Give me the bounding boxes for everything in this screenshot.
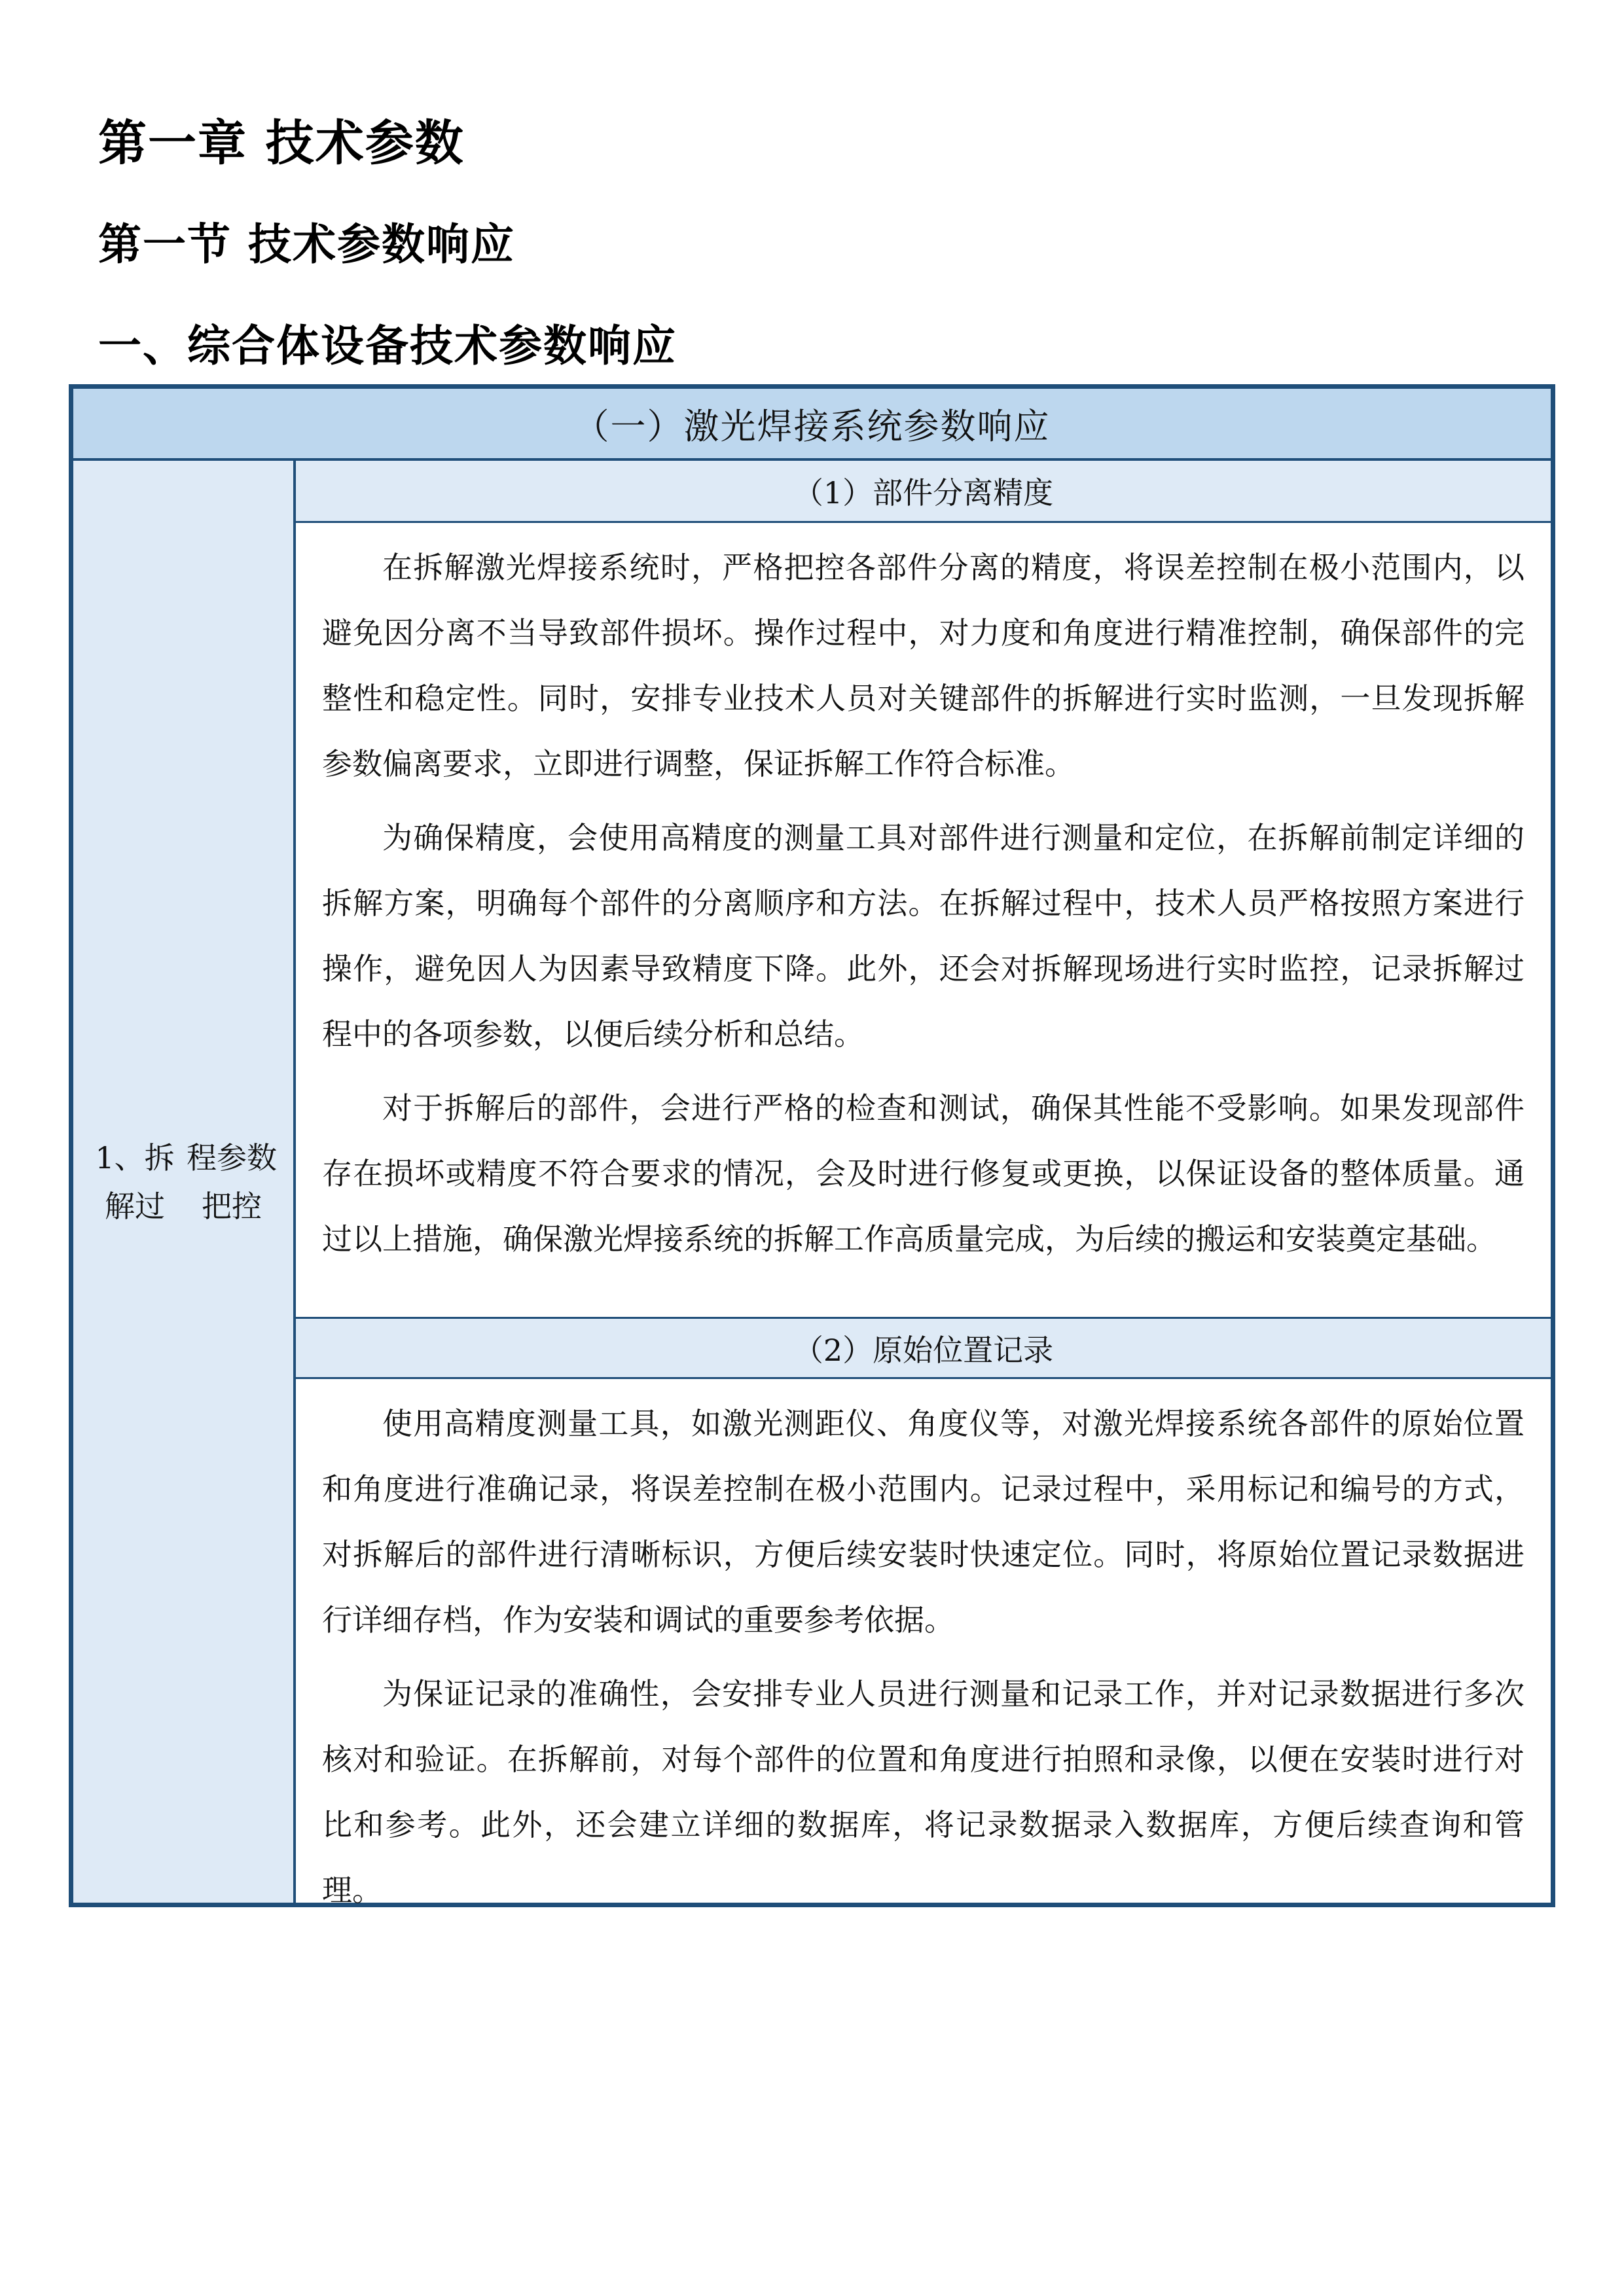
parameter-table [69, 384, 1555, 1907]
row-label-line2: 程参数把控 [187, 1139, 277, 1224]
block-header-original-position: （2）原始位置记录 [296, 1317, 1551, 1379]
chapter-title: 第一章 技术参数 [98, 115, 465, 171]
block-header-separation-precision: （1）部件分离精度 [296, 461, 1551, 523]
paragraph: 为确保精度，会使用高精度的测量工具对部件进行测量和定位，在拆解前制定详细的拆解方案，明确每个部件的分离顺序和方法。在拆解过程中，技术人员严格按照方案进行操作，避免因人为因素导致精度下降。此外，还会对拆解现场进行实时监控，记录拆解过程中的各项参数，以便后续分析和总结。 [322, 820, 1525, 1052]
row-label-cell [73, 461, 296, 1903]
block-content-original-position [296, 1379, 1551, 1908]
paragraph: 对于拆解后的部件，会进行严格的检查和测试，确保其性能不受影响。如果发现部件存在损坏或精度不符合要求的情况，会及时进行修复或更换，以保证设备的整体质量。通过以上措施，确保激光焊接系统的拆解工作高质量完成，为后续的搬运和安装奠定基础。 [322, 1090, 1525, 1257]
table-title: （一）激光焊接系统参数响应 [73, 389, 1551, 461]
paragraph: 在拆解激光焊接系统时，严格把控各部件分离的精度，将误差控制在极小范围内，以避免因分离不当导致部件损坏。操作过程中，对力度和角度进行精准控制，确保部件的完整性和稳定性。同时，安排专业技术人员对关键部件的拆解进行实时监测，一旦发现拆解参数偏离要求，立即进行调整，保证拆解工作符合标准。 [322, 550, 1525, 781]
paragraph: 为保证记录的准确性，会安排专业人员进行测量和记录工作，并对记录数据进行多次核对和验证。在拆解前，对每个部件的位置和角度进行拍照和录像，以便在安装时进行对比和参考。此外，还会建立详细的数据库，将记录数据录入数据库，方便后续查询和管理。 [322, 1676, 1525, 1908]
subsection-title: 一、综合体设备技术参数响应 [98, 321, 677, 371]
row-label-line1: 1、拆解过 [95, 1139, 175, 1224]
section-title: 第一节 技术参数响应 [98, 219, 515, 270]
paragraph: 使用高精度测量工具，如激光测距仪、角度仪等，对激光焊接系统各部件的原始位置和角度进行准确记录，将误差控制在极小范围内。记录过程中，采用标记和编号的方式，对拆解后的部件进行清晰标识，方便后续安装时快速定位。同时，将原始位置记录数据进行详细存档，作为安装和调试的重要参考依据。 [322, 1406, 1525, 1638]
block-content-separation-precision [296, 523, 1551, 1317]
